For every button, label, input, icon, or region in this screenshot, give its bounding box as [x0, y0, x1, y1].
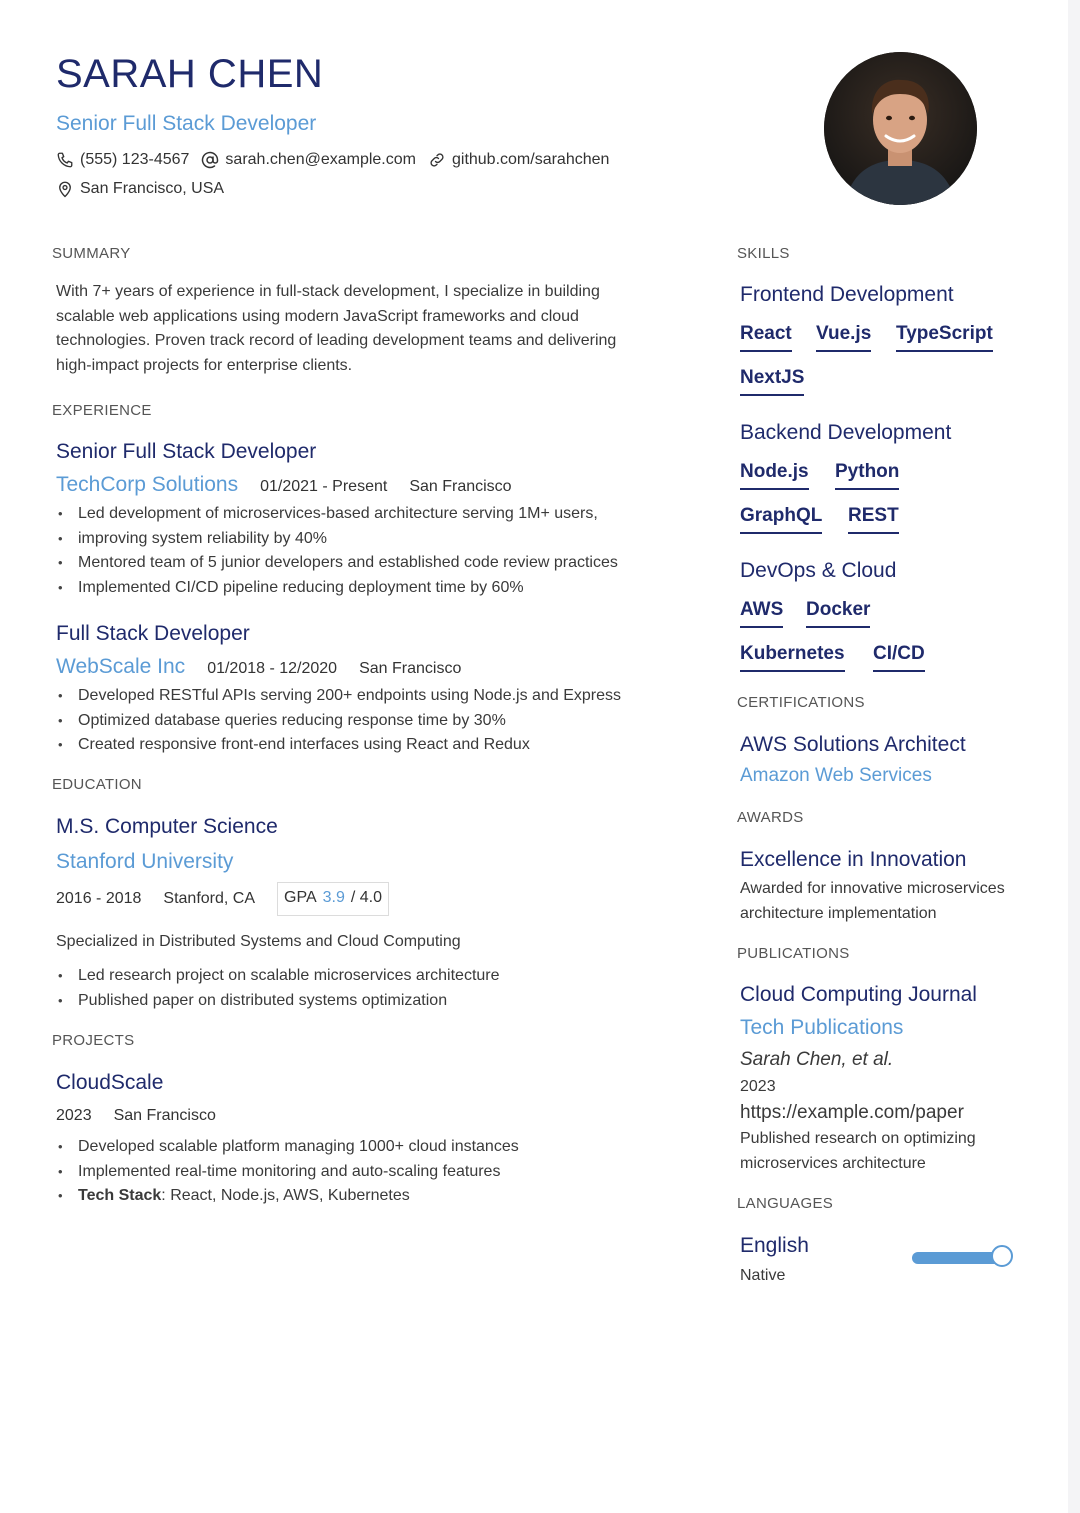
contact-row-2	[56, 180, 226, 198]
tech-stack-value: : React, Node.js, AWS, Kubernetes	[161, 1187, 410, 1205]
section-projects-heading: PROJECTS	[52, 1032, 135, 1049]
education-location: Stanford, CA	[163, 890, 256, 907]
publication-line: microservices architecture	[740, 1154, 926, 1172]
school-name: Stanford University	[56, 850, 234, 873]
job-location: San Francisco	[409, 478, 512, 495]
skill-category: DevOps & Cloud	[740, 559, 897, 582]
contact-location	[56, 180, 224, 198]
section-experience-heading: EXPERIENCE	[52, 402, 152, 419]
phone-icon	[56, 151, 74, 169]
job-dates: 01/2018 - 12/2020	[207, 660, 338, 677]
list-item: • Implemented real-time monitoring and auto-scaling features	[56, 1160, 519, 1185]
section-certifications-heading: CERTIFICATIONS	[737, 694, 865, 711]
skill-tag: Docker	[806, 599, 870, 628]
list-item: • Implemented CI/CD pipeline reducing deployment time by 60%	[56, 576, 618, 601]
list-item: • Led research project on scalable microservices architecture	[56, 964, 500, 989]
publication-year: 2023	[740, 1078, 776, 1095]
publication-url[interactable]: https://example.com/paper	[740, 1102, 964, 1123]
contact-row	[56, 151, 611, 169]
skill-tag: GraphQL	[740, 505, 822, 534]
project-year: 2023	[56, 1107, 92, 1124]
section-skills-heading: SKILLS	[737, 245, 790, 262]
scrollbar-track[interactable]	[1068, 0, 1080, 1513]
section-summary-heading: SUMMARY	[52, 245, 131, 262]
list-item: • Published paper on distributed systems optimization	[56, 989, 500, 1014]
avatar	[824, 52, 977, 205]
publication-title: Cloud Computing Journal	[740, 983, 977, 1006]
email-text: sarah.chen@example.com	[225, 151, 416, 168]
contact-email[interactable]	[201, 151, 416, 169]
skill-tag: Kubernetes	[740, 643, 845, 672]
certification-issuer: Amazon Web Services	[740, 765, 932, 786]
list-item: • Optimized database queries reducing response time by 30%	[56, 709, 621, 734]
education-specialization: Specialized in Distributed Systems and Cloud Computing	[56, 933, 461, 950]
list-item: • Developed scalable platform managing 1000+ cloud instances	[56, 1135, 519, 1160]
gpa-label: GPA	[284, 889, 317, 906]
contact-github[interactable]	[428, 151, 609, 169]
gpa-box	[277, 882, 389, 916]
skill-tag: TypeScript	[896, 323, 993, 352]
skill-tag: React	[740, 323, 792, 352]
skill-tag: REST	[848, 505, 899, 534]
award-line: architecture implementation	[740, 904, 937, 922]
education-meta	[56, 882, 389, 916]
list-item: • Led development of microservices-based architecture serving 1M+ users,	[56, 502, 618, 527]
section-education-heading: EDUCATION	[52, 776, 142, 793]
language-proficiency-knob[interactable]	[991, 1245, 1013, 1267]
education-years: 2016 - 2018	[56, 890, 142, 907]
project-location: San Francisco	[113, 1107, 216, 1124]
link-icon	[428, 151, 446, 169]
job-bullets	[56, 684, 621, 758]
skill-tag: CI/CD	[873, 643, 925, 672]
phone-text: (555) 123-4567	[80, 151, 190, 168]
project-meta	[56, 1107, 216, 1125]
award-line: Awarded for innovative microservices	[740, 880, 1005, 897]
summary-text	[56, 280, 616, 378]
skill-tag: NextJS	[740, 367, 804, 396]
gpa-max: / 4.0	[350, 889, 383, 906]
gpa-value: 3.9	[322, 889, 345, 906]
location-pin-icon	[56, 180, 74, 198]
section-languages-heading: LANGUAGES	[737, 1195, 834, 1212]
project-name: CloudScale	[56, 1071, 164, 1094]
award-description	[740, 877, 1005, 926]
contact-phone[interactable]	[56, 151, 189, 169]
github-text: github.com/sarahchen	[451, 151, 610, 168]
summary-line: scalable web applications using modern JavaScript frameworks and cloud	[56, 307, 579, 325]
candidate-name: SARAH CHEN	[56, 52, 324, 96]
publication-authors: Sarah Chen, et al.	[740, 1049, 894, 1070]
job-meta	[56, 473, 512, 497]
publication-publisher: Tech Publications	[740, 1016, 904, 1039]
company-name: TechCorp Solutions	[56, 473, 239, 496]
summary-line: With 7+ years of experience in full-stack development, I specialize in building	[56, 283, 600, 300]
award-name: Excellence in Innovation	[740, 848, 967, 871]
list-item-tech-stack	[56, 1184, 519, 1209]
at-icon	[201, 151, 219, 169]
candidate-title: Senior Full Stack Developer	[56, 112, 317, 135]
avatar-portrait	[824, 52, 977, 205]
skill-tag: Python	[835, 461, 899, 490]
skill-tag: AWS	[740, 599, 783, 628]
job-location: San Francisco	[359, 660, 462, 677]
education-bullets	[56, 964, 500, 1013]
job-bullets	[56, 502, 618, 600]
summary-line: technologies. Proven track record of leading development teams and delivering	[56, 332, 617, 350]
certification-name: AWS Solutions Architect	[740, 733, 966, 756]
publication-line: Published research on optimizing	[740, 1130, 976, 1147]
list-item-continuation: • improving system reliability by 40%	[56, 527, 618, 552]
list-item: • Created responsive front-end interfaces using React and Redux	[56, 733, 621, 758]
job-dates: 01/2021 - Present	[260, 478, 388, 495]
project-bullets	[56, 1135, 519, 1209]
language-proficiency-slider[interactable]	[912, 1252, 1012, 1264]
skill-tag: Vue.js	[816, 323, 871, 352]
job-title: Senior Full Stack Developer	[56, 440, 317, 463]
skill-category: Backend Development	[740, 421, 952, 444]
tech-stack-label: Tech Stack	[78, 1187, 162, 1205]
company-name: WebScale Inc	[56, 655, 186, 678]
job-meta	[56, 655, 461, 679]
section-publications-heading: PUBLICATIONS	[737, 945, 850, 962]
skill-tag: Node.js	[740, 461, 809, 490]
list-item: • Developed RESTful APIs serving 200+ endpoints using Node.js and Express	[56, 684, 621, 709]
section-awards-heading: AWARDS	[737, 809, 804, 826]
language-proficiency-fill	[912, 1252, 1002, 1264]
language-name: English	[740, 1234, 809, 1257]
job-title: Full Stack Developer	[56, 622, 250, 645]
skill-category: Frontend Development	[740, 283, 954, 306]
publication-description	[740, 1127, 976, 1176]
location-text: San Francisco, USA	[80, 180, 225, 197]
degree: M.S. Computer Science	[56, 815, 278, 838]
summary-line: high-impact projects for enterprise clients.	[56, 356, 353, 374]
list-item: • Mentored team of 5 junior developers and established code review practices	[56, 551, 618, 576]
language-level: Native	[740, 1267, 786, 1284]
